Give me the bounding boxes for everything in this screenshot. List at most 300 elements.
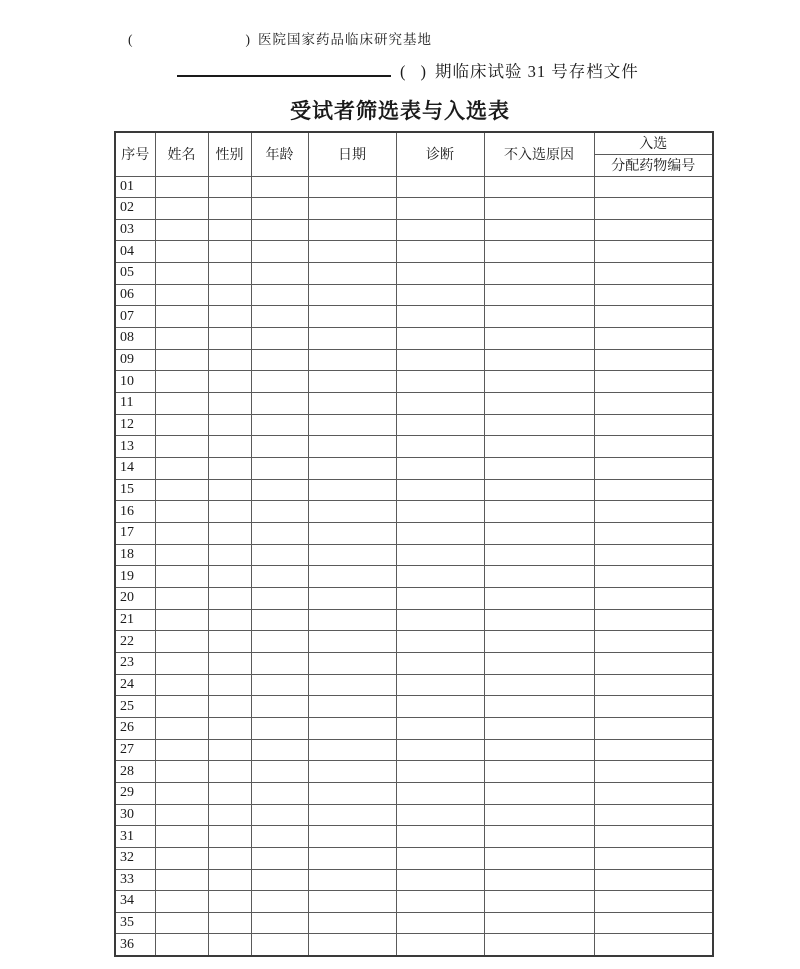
empty-cell-xing_ming xyxy=(155,609,208,631)
empty-cell-ru_xuan xyxy=(594,587,713,609)
table-body xyxy=(115,176,713,956)
empty-cell-bu_ru_xuan_yuan_yin xyxy=(484,393,594,415)
empty-cell-xing_ming xyxy=(155,891,208,913)
empty-cell-ru_xuan xyxy=(594,717,713,739)
empty-cell-xing_bie xyxy=(208,458,251,480)
empty-cell-nian_ling xyxy=(251,587,308,609)
empty-cell-xing_ming xyxy=(155,826,208,848)
empty-cell-ru_xuan xyxy=(594,523,713,545)
empty-cell-ri_qi xyxy=(308,912,396,934)
empty-cell-ru_xuan xyxy=(594,393,713,415)
empty-cell-nian_ling xyxy=(251,869,308,891)
col-header-nian-ling: 年龄 xyxy=(251,132,308,176)
table-row xyxy=(115,869,713,891)
empty-cell-ru_xuan xyxy=(594,891,713,913)
empty-cell-bu_ru_xuan_yuan_yin xyxy=(484,826,594,848)
empty-cell-nian_ling xyxy=(251,826,308,848)
row-number: 10 xyxy=(115,371,155,393)
table-row xyxy=(115,782,713,804)
empty-cell-xing_bie xyxy=(208,696,251,718)
table-row xyxy=(115,566,713,588)
empty-cell-xing_bie xyxy=(208,631,251,653)
empty-cell-ri_qi xyxy=(308,241,396,263)
col-header-fen-pei-yao-wu: 分配药物编号 xyxy=(594,154,713,176)
hospital-base-text: 医院国家药品临床研究基地 xyxy=(258,32,432,47)
empty-cell-zhen_duan xyxy=(396,934,484,956)
archive-file-text: 期临床试验 31 号存档文件 xyxy=(435,62,639,81)
hospital-paren-open: ( xyxy=(128,32,134,47)
empty-cell-bu_ru_xuan_yuan_yin xyxy=(484,523,594,545)
empty-cell-xing_ming xyxy=(155,436,208,458)
empty-cell-ri_qi xyxy=(308,761,396,783)
empty-cell-ri_qi xyxy=(308,501,396,523)
empty-cell-ru_xuan xyxy=(594,479,713,501)
empty-cell-xing_ming xyxy=(155,566,208,588)
empty-cell-nian_ling xyxy=(251,436,308,458)
empty-cell-xing_bie xyxy=(208,934,251,956)
empty-cell-nian_ling xyxy=(251,198,308,220)
empty-cell-ru_xuan xyxy=(594,414,713,436)
empty-cell-xing_bie xyxy=(208,436,251,458)
empty-cell-ru_xuan xyxy=(594,349,713,371)
table-row xyxy=(115,934,713,956)
empty-cell-xing_ming xyxy=(155,393,208,415)
empty-cell-ri_qi xyxy=(308,782,396,804)
empty-cell-xing_bie xyxy=(208,306,251,328)
empty-cell-ri_qi xyxy=(308,414,396,436)
empty-cell-bu_ru_xuan_yuan_yin xyxy=(484,479,594,501)
table-row xyxy=(115,912,713,934)
empty-cell-xing_bie xyxy=(208,263,251,285)
empty-cell-ru_xuan xyxy=(594,263,713,285)
screening-table xyxy=(114,131,714,957)
empty-cell-nian_ling xyxy=(251,847,308,869)
header-line-hospital xyxy=(128,28,432,48)
col-header-ru-xuan: 入选 xyxy=(594,132,713,154)
empty-cell-xing_ming xyxy=(155,934,208,956)
empty-cell-zhen_duan xyxy=(396,479,484,501)
row-number: 16 xyxy=(115,501,155,523)
empty-cell-xing_ming xyxy=(155,631,208,653)
empty-cell-xing_bie xyxy=(208,609,251,631)
row-number: 29 xyxy=(115,782,155,804)
table-row xyxy=(115,761,713,783)
empty-cell-nian_ling xyxy=(251,674,308,696)
empty-cell-ri_qi xyxy=(308,284,396,306)
empty-cell-xing_bie xyxy=(208,349,251,371)
table-row xyxy=(115,263,713,285)
empty-cell-xing_ming xyxy=(155,761,208,783)
empty-cell-xing_bie xyxy=(208,652,251,674)
table-row xyxy=(115,609,713,631)
empty-cell-bu_ru_xuan_yuan_yin xyxy=(484,696,594,718)
empty-cell-ru_xuan xyxy=(594,284,713,306)
empty-cell-zhen_duan xyxy=(396,436,484,458)
empty-cell-bu_ru_xuan_yuan_yin xyxy=(484,652,594,674)
empty-cell-ri_qi xyxy=(308,717,396,739)
row-number: 28 xyxy=(115,761,155,783)
empty-cell-zhen_duan xyxy=(396,804,484,826)
empty-cell-bu_ru_xuan_yuan_yin xyxy=(484,284,594,306)
table-row xyxy=(115,739,713,761)
table-header xyxy=(115,132,713,176)
empty-cell-xing_ming xyxy=(155,696,208,718)
empty-cell-ru_xuan xyxy=(594,371,713,393)
empty-cell-xing_ming xyxy=(155,869,208,891)
table-row xyxy=(115,306,713,328)
empty-cell-zhen_duan xyxy=(396,566,484,588)
empty-cell-xing_ming xyxy=(155,587,208,609)
empty-cell-xing_bie xyxy=(208,869,251,891)
empty-cell-bu_ru_xuan_yuan_yin xyxy=(484,458,594,480)
empty-cell-bu_ru_xuan_yuan_yin xyxy=(484,414,594,436)
empty-cell-nian_ling xyxy=(251,176,308,198)
empty-cell-xing_ming xyxy=(155,782,208,804)
empty-cell-bu_ru_xuan_yuan_yin xyxy=(484,501,594,523)
empty-cell-xing_ming xyxy=(155,284,208,306)
empty-cell-ri_qi xyxy=(308,826,396,848)
page-title: 受试者筛选表与入选表 xyxy=(290,99,510,123)
empty-cell-xing_ming xyxy=(155,479,208,501)
empty-cell-xing_bie xyxy=(208,219,251,241)
empty-cell-nian_ling xyxy=(251,891,308,913)
table-row xyxy=(115,501,713,523)
empty-cell-ru_xuan xyxy=(594,198,713,220)
empty-cell-ru_xuan xyxy=(594,544,713,566)
empty-cell-xing_bie xyxy=(208,847,251,869)
empty-cell-nian_ling xyxy=(251,263,308,285)
empty-cell-ru_xuan xyxy=(594,631,713,653)
empty-cell-bu_ru_xuan_yuan_yin xyxy=(484,566,594,588)
row-number: 27 xyxy=(115,739,155,761)
row-number: 21 xyxy=(115,609,155,631)
empty-cell-zhen_duan xyxy=(396,523,484,545)
row-number: 14 xyxy=(115,458,155,480)
empty-cell-zhen_duan xyxy=(396,263,484,285)
empty-cell-zhen_duan xyxy=(396,891,484,913)
empty-cell-ru_xuan xyxy=(594,739,713,761)
empty-cell-bu_ru_xuan_yuan_yin xyxy=(484,371,594,393)
empty-cell-bu_ru_xuan_yuan_yin xyxy=(484,869,594,891)
table-row xyxy=(115,544,713,566)
empty-cell-bu_ru_xuan_yuan_yin xyxy=(484,631,594,653)
empty-cell-bu_ru_xuan_yuan_yin xyxy=(484,847,594,869)
empty-cell-bu_ru_xuan_yuan_yin xyxy=(484,263,594,285)
empty-cell-nian_ling xyxy=(251,934,308,956)
empty-cell-bu_ru_xuan_yuan_yin xyxy=(484,804,594,826)
empty-cell-xing_ming xyxy=(155,458,208,480)
table-row xyxy=(115,652,713,674)
empty-cell-nian_ling xyxy=(251,393,308,415)
empty-cell-zhen_duan xyxy=(396,609,484,631)
empty-cell-nian_ling xyxy=(251,761,308,783)
empty-cell-nian_ling xyxy=(251,609,308,631)
empty-cell-xing_ming xyxy=(155,523,208,545)
empty-cell-xing_bie xyxy=(208,501,251,523)
empty-cell-xing_bie xyxy=(208,393,251,415)
row-number: 07 xyxy=(115,306,155,328)
empty-cell-xing_bie xyxy=(208,761,251,783)
blank-underline xyxy=(177,60,391,77)
table-row xyxy=(115,587,713,609)
empty-cell-nian_ling xyxy=(251,912,308,934)
empty-cell-xing_bie xyxy=(208,912,251,934)
empty-cell-nian_ling xyxy=(251,631,308,653)
empty-cell-ri_qi xyxy=(308,306,396,328)
row-number: 03 xyxy=(115,219,155,241)
table-row xyxy=(115,198,713,220)
table-row xyxy=(115,458,713,480)
empty-cell-xing_ming xyxy=(155,739,208,761)
empty-cell-nian_ling xyxy=(251,696,308,718)
empty-cell-ri_qi xyxy=(308,934,396,956)
empty-cell-xing_bie xyxy=(208,284,251,306)
empty-cell-ri_qi xyxy=(308,847,396,869)
empty-cell-ru_xuan xyxy=(594,826,713,848)
empty-cell-ri_qi xyxy=(308,176,396,198)
empty-cell-nian_ling xyxy=(251,566,308,588)
table-row xyxy=(115,414,713,436)
table-row xyxy=(115,479,713,501)
empty-cell-ru_xuan xyxy=(594,652,713,674)
empty-cell-ri_qi xyxy=(308,804,396,826)
table-row xyxy=(115,847,713,869)
row-number: 05 xyxy=(115,263,155,285)
empty-cell-zhen_duan xyxy=(396,739,484,761)
empty-cell-ri_qi xyxy=(308,609,396,631)
phase-paren-close: ) xyxy=(420,62,427,81)
empty-cell-zhen_duan xyxy=(396,847,484,869)
table-row xyxy=(115,674,713,696)
empty-cell-ru_xuan xyxy=(594,328,713,350)
empty-cell-ri_qi xyxy=(308,263,396,285)
empty-cell-xing_bie xyxy=(208,891,251,913)
table-row xyxy=(115,176,713,198)
empty-cell-ru_xuan xyxy=(594,436,713,458)
empty-cell-xing_bie xyxy=(208,544,251,566)
hospital-paren-close: ) xyxy=(245,32,251,47)
empty-cell-zhen_duan xyxy=(396,696,484,718)
empty-cell-nian_ling xyxy=(251,328,308,350)
empty-cell-ru_xuan xyxy=(594,804,713,826)
row-number: 31 xyxy=(115,826,155,848)
empty-cell-xing_ming xyxy=(155,306,208,328)
col-header-xu-hao: 序号 xyxy=(115,132,155,176)
empty-cell-bu_ru_xuan_yuan_yin xyxy=(484,609,594,631)
row-number: 02 xyxy=(115,198,155,220)
empty-cell-nian_ling xyxy=(251,414,308,436)
empty-cell-ru_xuan xyxy=(594,782,713,804)
empty-cell-ru_xuan xyxy=(594,761,713,783)
table-row xyxy=(115,826,713,848)
empty-cell-xing_bie xyxy=(208,371,251,393)
empty-cell-nian_ling xyxy=(251,501,308,523)
row-number: 17 xyxy=(115,523,155,545)
empty-cell-ru_xuan xyxy=(594,847,713,869)
empty-cell-zhen_duan xyxy=(396,761,484,783)
header-line-archive xyxy=(177,58,639,82)
row-number: 06 xyxy=(115,284,155,306)
empty-cell-xing_ming xyxy=(155,328,208,350)
row-number: 32 xyxy=(115,847,155,869)
empty-cell-bu_ru_xuan_yuan_yin xyxy=(484,891,594,913)
empty-cell-ru_xuan xyxy=(594,566,713,588)
empty-cell-zhen_duan xyxy=(396,284,484,306)
empty-cell-zhen_duan xyxy=(396,587,484,609)
row-number: 30 xyxy=(115,804,155,826)
row-number: 04 xyxy=(115,241,155,263)
empty-cell-ri_qi xyxy=(308,349,396,371)
empty-cell-bu_ru_xuan_yuan_yin xyxy=(484,241,594,263)
row-number: 01 xyxy=(115,176,155,198)
empty-cell-xing_bie xyxy=(208,804,251,826)
row-number: 11 xyxy=(115,393,155,415)
row-number: 20 xyxy=(115,587,155,609)
row-number: 18 xyxy=(115,544,155,566)
empty-cell-xing_ming xyxy=(155,847,208,869)
empty-cell-xing_ming xyxy=(155,804,208,826)
empty-cell-bu_ru_xuan_yuan_yin xyxy=(484,349,594,371)
empty-cell-ri_qi xyxy=(308,523,396,545)
empty-cell-xing_bie xyxy=(208,717,251,739)
empty-cell-bu_ru_xuan_yuan_yin xyxy=(484,782,594,804)
empty-cell-ru_xuan xyxy=(594,219,713,241)
table-row xyxy=(115,891,713,913)
empty-cell-xing_ming xyxy=(155,717,208,739)
table-row xyxy=(115,328,713,350)
empty-cell-bu_ru_xuan_yuan_yin xyxy=(484,328,594,350)
empty-cell-ru_xuan xyxy=(594,306,713,328)
empty-cell-zhen_duan xyxy=(396,501,484,523)
empty-cell-nian_ling xyxy=(251,458,308,480)
empty-cell-xing_ming xyxy=(155,241,208,263)
empty-cell-zhen_duan xyxy=(396,241,484,263)
row-number: 23 xyxy=(115,652,155,674)
row-number: 33 xyxy=(115,869,155,891)
empty-cell-zhen_duan xyxy=(396,393,484,415)
empty-cell-xing_bie xyxy=(208,739,251,761)
empty-cell-ri_qi xyxy=(308,219,396,241)
empty-cell-xing_bie xyxy=(208,241,251,263)
col-header-xing-ming: 姓名 xyxy=(155,132,208,176)
empty-cell-ri_qi xyxy=(308,631,396,653)
empty-cell-ri_qi xyxy=(308,739,396,761)
empty-cell-zhen_duan xyxy=(396,652,484,674)
empty-cell-ru_xuan xyxy=(594,696,713,718)
col-header-zhen-duan: 诊断 xyxy=(396,132,484,176)
table-row xyxy=(115,523,713,545)
table-row xyxy=(115,696,713,718)
empty-cell-xing_ming xyxy=(155,652,208,674)
empty-cell-nian_ling xyxy=(251,479,308,501)
empty-cell-xing_ming xyxy=(155,198,208,220)
empty-cell-nian_ling xyxy=(251,782,308,804)
empty-cell-xing_bie xyxy=(208,414,251,436)
empty-cell-ri_qi xyxy=(308,674,396,696)
empty-cell-nian_ling xyxy=(251,349,308,371)
empty-cell-zhen_duan xyxy=(396,826,484,848)
row-number: 09 xyxy=(115,349,155,371)
empty-cell-xing_bie xyxy=(208,826,251,848)
empty-cell-xing_bie xyxy=(208,782,251,804)
empty-cell-ri_qi xyxy=(308,479,396,501)
empty-cell-bu_ru_xuan_yuan_yin xyxy=(484,587,594,609)
empty-cell-nian_ling xyxy=(251,652,308,674)
empty-cell-zhen_duan xyxy=(396,674,484,696)
row-number: 24 xyxy=(115,674,155,696)
row-number: 08 xyxy=(115,328,155,350)
empty-cell-ru_xuan xyxy=(594,241,713,263)
table-row xyxy=(115,717,713,739)
empty-cell-zhen_duan xyxy=(396,869,484,891)
header-row-top xyxy=(115,132,713,154)
empty-cell-zhen_duan xyxy=(396,371,484,393)
empty-cell-xing_bie xyxy=(208,566,251,588)
empty-cell-ri_qi xyxy=(308,544,396,566)
empty-cell-bu_ru_xuan_yuan_yin xyxy=(484,739,594,761)
empty-cell-zhen_duan xyxy=(396,544,484,566)
empty-cell-zhen_duan xyxy=(396,912,484,934)
empty-cell-nian_ling xyxy=(251,306,308,328)
empty-cell-xing_ming xyxy=(155,349,208,371)
empty-cell-zhen_duan xyxy=(396,717,484,739)
empty-cell-nian_ling xyxy=(251,371,308,393)
table-row xyxy=(115,349,713,371)
empty-cell-nian_ling xyxy=(251,219,308,241)
row-number: 13 xyxy=(115,436,155,458)
empty-cell-ri_qi xyxy=(308,566,396,588)
empty-cell-bu_ru_xuan_yuan_yin xyxy=(484,717,594,739)
row-number: 34 xyxy=(115,891,155,913)
empty-cell-zhen_duan xyxy=(396,782,484,804)
empty-cell-ri_qi xyxy=(308,869,396,891)
row-number: 19 xyxy=(115,566,155,588)
col-header-ri-qi: 日期 xyxy=(308,132,396,176)
empty-cell-ru_xuan xyxy=(594,176,713,198)
empty-cell-ri_qi xyxy=(308,458,396,480)
empty-cell-zhen_duan xyxy=(396,219,484,241)
empty-cell-bu_ru_xuan_yuan_yin xyxy=(484,198,594,220)
empty-cell-xing_bie xyxy=(208,198,251,220)
empty-cell-xing_bie xyxy=(208,674,251,696)
empty-cell-ri_qi xyxy=(308,436,396,458)
empty-cell-xing_bie xyxy=(208,328,251,350)
empty-cell-nian_ling xyxy=(251,284,308,306)
empty-cell-xing_ming xyxy=(155,263,208,285)
empty-cell-bu_ru_xuan_yuan_yin xyxy=(484,674,594,696)
empty-cell-ru_xuan xyxy=(594,501,713,523)
empty-cell-bu_ru_xuan_yuan_yin xyxy=(484,761,594,783)
empty-cell-ri_qi xyxy=(308,393,396,415)
table-row xyxy=(115,631,713,653)
empty-cell-ri_qi xyxy=(308,328,396,350)
empty-cell-nian_ling xyxy=(251,241,308,263)
empty-cell-bu_ru_xuan_yuan_yin xyxy=(484,306,594,328)
empty-cell-zhen_duan xyxy=(396,306,484,328)
row-number: 35 xyxy=(115,912,155,934)
empty-cell-zhen_duan xyxy=(396,328,484,350)
empty-cell-xing_ming xyxy=(155,912,208,934)
row-number: 36 xyxy=(115,934,155,956)
empty-cell-ri_qi xyxy=(308,696,396,718)
row-number: 22 xyxy=(115,631,155,653)
empty-cell-bu_ru_xuan_yuan_yin xyxy=(484,219,594,241)
empty-cell-xing_ming xyxy=(155,219,208,241)
empty-cell-zhen_duan xyxy=(396,631,484,653)
table-row xyxy=(115,436,713,458)
empty-cell-ru_xuan xyxy=(594,458,713,480)
table-row xyxy=(115,241,713,263)
